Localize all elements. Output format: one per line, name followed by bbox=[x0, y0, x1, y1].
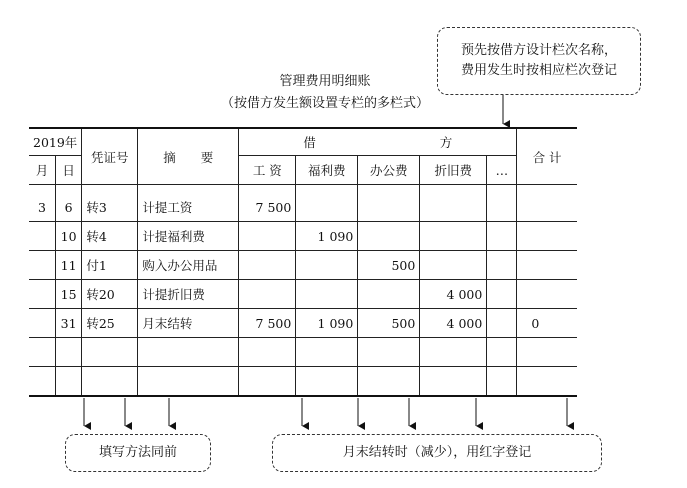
cell-day: 10 bbox=[55, 222, 81, 251]
callout-month-end bbox=[272, 434, 602, 472]
callout-line-1: 预先按借方设计栏次名称， bbox=[460, 43, 617, 58]
cell-summary: 计提福利费 bbox=[138, 222, 239, 251]
cell-wage bbox=[239, 338, 296, 367]
cell-total bbox=[517, 367, 577, 397]
year-header: 2019年 bbox=[29, 128, 82, 156]
cell-total bbox=[517, 251, 577, 280]
cell-more bbox=[487, 222, 517, 251]
cell-summary: 购入办公用品 bbox=[138, 251, 239, 280]
callout-same-method-text: 填写方法同前 bbox=[98, 445, 177, 460]
cell-welfare bbox=[296, 251, 358, 280]
cell-welfare bbox=[296, 193, 358, 222]
table-row bbox=[29, 222, 577, 251]
cell-welfare: 1 090 bbox=[296, 309, 358, 338]
cell-voucher bbox=[82, 367, 138, 397]
cell-month bbox=[29, 251, 55, 280]
cell-total: 0 bbox=[517, 309, 577, 338]
debit-label-left: 借 bbox=[303, 135, 316, 150]
cell-voucher bbox=[82, 338, 138, 367]
cell-total bbox=[517, 338, 577, 367]
table-row bbox=[29, 338, 577, 367]
cell-wage: 7 500 bbox=[239, 309, 296, 338]
cell-depr bbox=[420, 367, 487, 397]
cell-depr: 4 000 bbox=[420, 280, 487, 309]
cell-month bbox=[29, 309, 55, 338]
table-row bbox=[29, 193, 577, 222]
cell-wage bbox=[239, 367, 296, 397]
cell-day: 31 bbox=[55, 309, 81, 338]
cell-day: 6 bbox=[55, 193, 81, 222]
cell-office: 500 bbox=[358, 251, 420, 280]
summary-header: 摘 要 bbox=[138, 128, 239, 185]
cell-office bbox=[358, 280, 420, 309]
cell-voucher: 转3 bbox=[82, 193, 138, 222]
cell-office bbox=[358, 367, 420, 397]
cell-voucher: 转20 bbox=[82, 280, 138, 309]
cell-welfare bbox=[296, 280, 358, 309]
cell-wage bbox=[239, 222, 296, 251]
col-office-header: 办公费 bbox=[358, 156, 420, 185]
callout-same-method bbox=[65, 434, 211, 472]
day-header: 日 bbox=[55, 156, 81, 185]
cell-day bbox=[55, 338, 81, 367]
ledger-subtitle: （按借方发生额设置专栏的多栏式） bbox=[220, 96, 429, 111]
cell-total bbox=[517, 222, 577, 251]
cell-summary: 月末结转 bbox=[138, 309, 239, 338]
table-row bbox=[29, 309, 577, 338]
cell-month bbox=[29, 222, 55, 251]
cell-day: 11 bbox=[55, 251, 81, 280]
cell-month bbox=[29, 367, 55, 397]
cell-day bbox=[55, 367, 81, 397]
callout-design-columns bbox=[437, 27, 641, 95]
cell-more bbox=[487, 193, 517, 222]
callout-month-end-text: 月末结转时（减少），用红字登记 bbox=[342, 445, 532, 460]
col-welfare-header: 福利费 bbox=[296, 156, 358, 185]
cell-office bbox=[358, 338, 420, 367]
cell-summary: 计提工资 bbox=[138, 193, 239, 222]
debit-header bbox=[239, 128, 517, 156]
cell-wage bbox=[239, 251, 296, 280]
cell-wage: 7 500 bbox=[239, 193, 296, 222]
cell-more bbox=[487, 309, 517, 338]
cell-summary bbox=[138, 338, 239, 367]
cell-total bbox=[517, 193, 577, 222]
month-header: 月 bbox=[29, 156, 55, 185]
table-row bbox=[29, 280, 577, 309]
ledger-table bbox=[29, 127, 577, 397]
cell-more bbox=[487, 280, 517, 309]
cell-depr: 4 000 bbox=[420, 309, 487, 338]
cell-more bbox=[487, 367, 517, 397]
debit-label-right: 方 bbox=[439, 135, 453, 150]
cell-voucher: 转25 bbox=[82, 309, 138, 338]
cell-office: 500 bbox=[358, 309, 420, 338]
cell-summary: 计提折旧费 bbox=[138, 280, 239, 309]
cell-month: 3 bbox=[29, 193, 55, 222]
table-row bbox=[29, 251, 577, 280]
cell-more bbox=[487, 338, 517, 367]
cell-voucher: 付1 bbox=[82, 251, 138, 280]
cell-summary bbox=[138, 367, 239, 397]
total-header: 合 计 bbox=[517, 128, 577, 185]
col-more-header: … bbox=[487, 156, 517, 185]
cell-depr bbox=[420, 251, 487, 280]
cell-voucher: 转4 bbox=[82, 222, 138, 251]
cell-depr bbox=[420, 222, 487, 251]
cell-day: 15 bbox=[55, 280, 81, 309]
cell-month bbox=[29, 280, 55, 309]
callout-line-2: 费用发生时按相应栏次登记 bbox=[460, 63, 617, 78]
cell-month bbox=[29, 338, 55, 367]
cell-office bbox=[358, 222, 420, 251]
cell-welfare bbox=[296, 367, 358, 397]
voucher-header: 凭证号 bbox=[82, 128, 138, 185]
table-row bbox=[29, 367, 577, 397]
cell-wage bbox=[239, 280, 296, 309]
cell-more bbox=[487, 251, 517, 280]
col-depr-header: 折旧费 bbox=[420, 156, 487, 185]
col-wage-header: 工 资 bbox=[239, 156, 296, 185]
cell-office bbox=[358, 193, 420, 222]
cell-depr bbox=[420, 338, 487, 367]
cell-depr bbox=[420, 193, 487, 222]
ledger-title: 管理费用明细账 bbox=[279, 74, 371, 89]
cell-total bbox=[517, 280, 577, 309]
cell-welfare: 1 090 bbox=[296, 222, 358, 251]
cell-welfare bbox=[296, 338, 358, 367]
